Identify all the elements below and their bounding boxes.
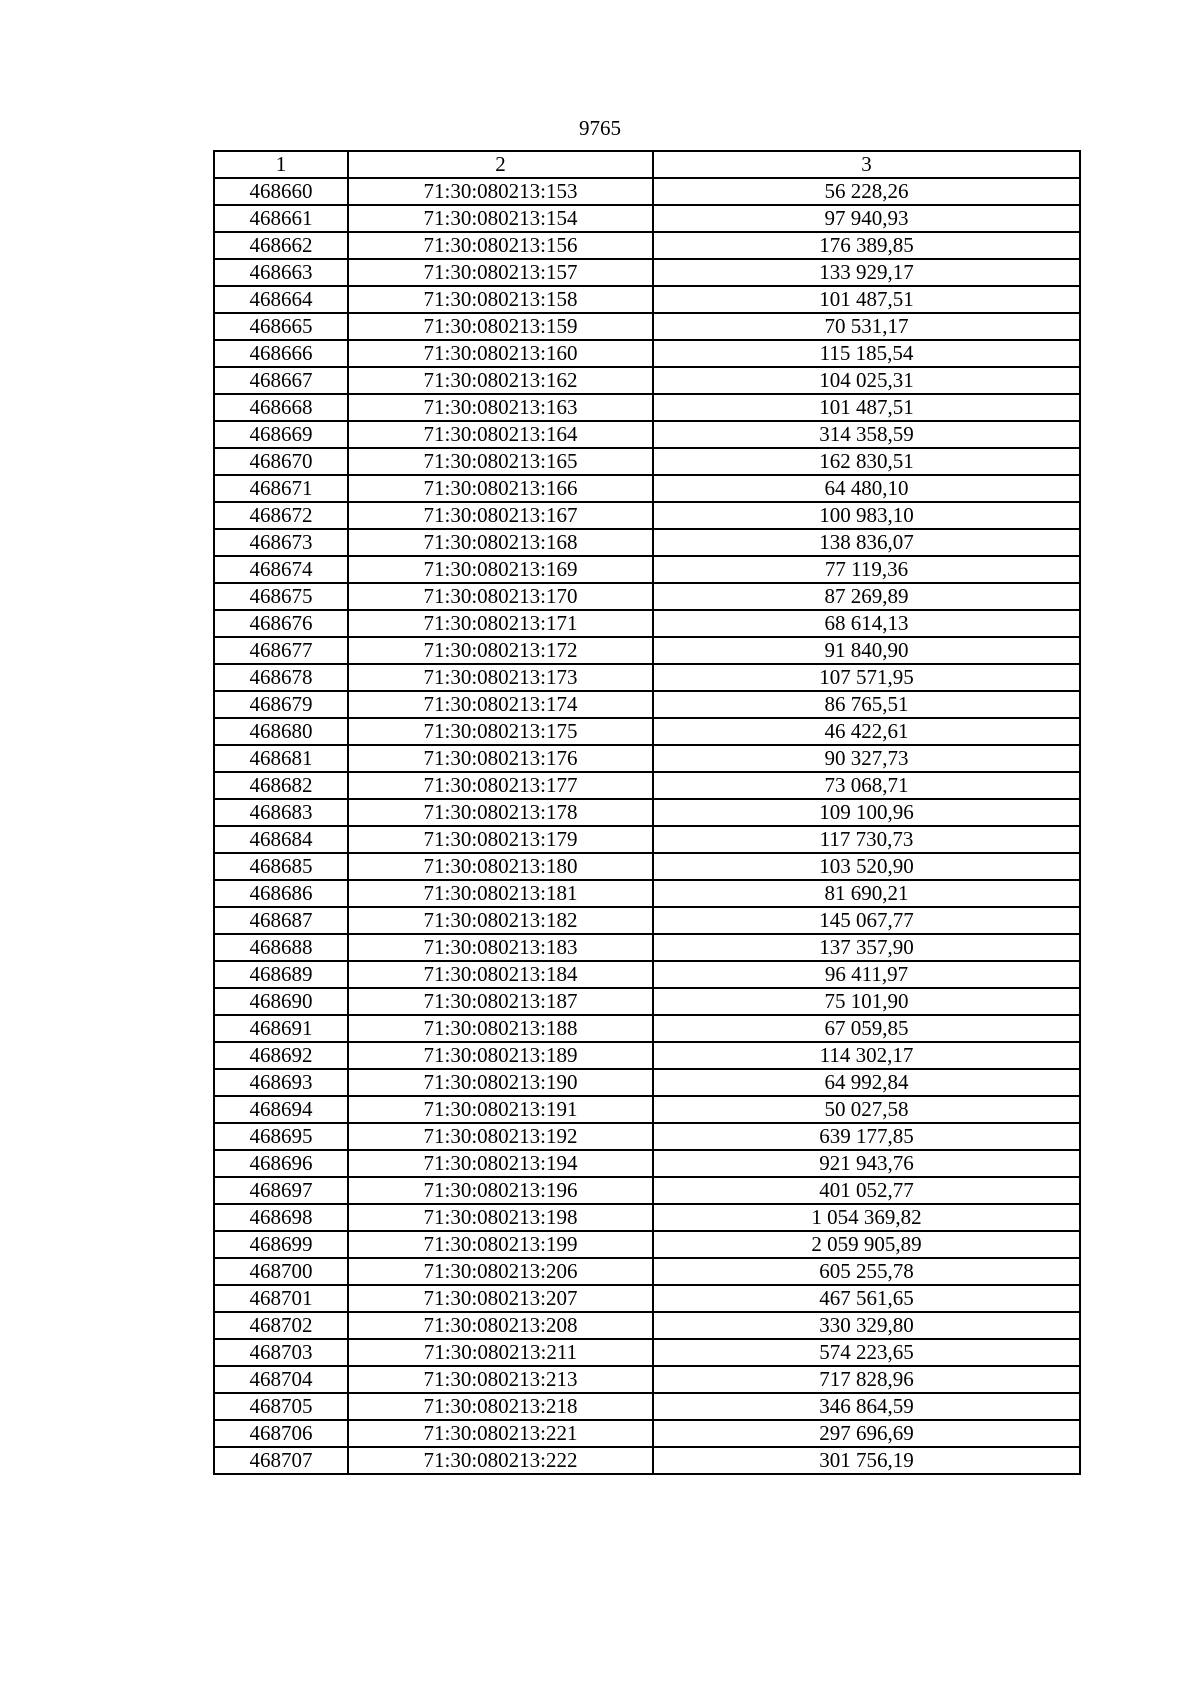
row-number-cell: 468669 — [214, 421, 348, 448]
value-cell: 64 992,84 — [653, 1069, 1080, 1096]
value-cell: 115 185,54 — [653, 340, 1080, 367]
row-number-cell: 468683 — [214, 799, 348, 826]
table-row — [214, 1258, 1080, 1285]
row-number-cell: 468687 — [214, 907, 348, 934]
row-number-cell: 468673 — [214, 529, 348, 556]
value-cell: 1 054 369,82 — [653, 1204, 1080, 1231]
value-cell: 64 480,10 — [653, 475, 1080, 502]
cadastral-number-cell: 71:30:080213:188 — [348, 1015, 653, 1042]
value-cell: 330 329,80 — [653, 1312, 1080, 1339]
cadastral-number-cell: 71:30:080213:183 — [348, 934, 653, 961]
row-number-cell: 468681 — [214, 745, 348, 772]
value-cell: 137 357,90 — [653, 934, 1080, 961]
cadastral-number-cell: 71:30:080213:221 — [348, 1420, 653, 1447]
table-row — [214, 1069, 1080, 1096]
value-cell: 100 983,10 — [653, 502, 1080, 529]
table-row — [214, 880, 1080, 907]
row-number-cell: 468702 — [214, 1312, 348, 1339]
cadastral-number-cell: 71:30:080213:160 — [348, 340, 653, 367]
value-cell: 301 756,19 — [653, 1447, 1080, 1474]
table-row — [214, 583, 1080, 610]
cadastral-number-cell: 71:30:080213:218 — [348, 1393, 653, 1420]
cadastral-number-cell: 71:30:080213:179 — [348, 826, 653, 853]
table-row — [214, 556, 1080, 583]
value-cell: 717 828,96 — [653, 1366, 1080, 1393]
cadastral-number-cell: 71:30:080213:222 — [348, 1447, 653, 1474]
table-row — [214, 259, 1080, 286]
table-row — [214, 448, 1080, 475]
cadastral-number-cell: 71:30:080213:159 — [348, 313, 653, 340]
column-header-3: 3 — [653, 151, 1080, 178]
cadastral-number-cell: 71:30:080213:192 — [348, 1123, 653, 1150]
column-header-2: 2 — [348, 151, 653, 178]
row-number-cell: 468707 — [214, 1447, 348, 1474]
table-row — [214, 1150, 1080, 1177]
value-cell: 103 520,90 — [653, 853, 1080, 880]
row-number-cell: 468691 — [214, 1015, 348, 1042]
table-row — [214, 1339, 1080, 1366]
row-number-cell: 468663 — [214, 259, 348, 286]
row-number-cell: 468706 — [214, 1420, 348, 1447]
row-number-cell: 468685 — [214, 853, 348, 880]
table-row — [214, 1042, 1080, 1069]
cadastral-number-cell: 71:30:080213:180 — [348, 853, 653, 880]
table-row — [214, 1285, 1080, 1312]
row-number-cell: 468672 — [214, 502, 348, 529]
cadastral-number-cell: 71:30:080213:181 — [348, 880, 653, 907]
cadastral-number-cell: 71:30:080213:170 — [348, 583, 653, 610]
table-row — [214, 205, 1080, 232]
cadastral-number-cell: 71:30:080213:189 — [348, 1042, 653, 1069]
cadastral-number-cell: 71:30:080213:164 — [348, 421, 653, 448]
value-cell: 2 059 905,89 — [653, 1231, 1080, 1258]
row-number-cell: 468692 — [214, 1042, 348, 1069]
table-row — [214, 934, 1080, 961]
row-number-cell: 468705 — [214, 1393, 348, 1420]
cadastral-number-cell: 71:30:080213:171 — [348, 610, 653, 637]
value-cell: 346 864,59 — [653, 1393, 1080, 1420]
value-cell: 101 487,51 — [653, 286, 1080, 313]
cadastral-number-cell: 71:30:080213:211 — [348, 1339, 653, 1366]
value-cell: 639 177,85 — [653, 1123, 1080, 1150]
value-cell: 162 830,51 — [653, 448, 1080, 475]
table-row — [214, 1123, 1080, 1150]
cadastral-number-cell: 71:30:080213:178 — [348, 799, 653, 826]
cadastral-number-cell: 71:30:080213:158 — [348, 286, 653, 313]
table-row — [214, 745, 1080, 772]
value-cell: 133 929,17 — [653, 259, 1080, 286]
table-row — [214, 664, 1080, 691]
row-number-cell: 468677 — [214, 637, 348, 664]
row-number-cell: 468679 — [214, 691, 348, 718]
cadastral-number-cell: 71:30:080213:213 — [348, 1366, 653, 1393]
value-cell: 50 027,58 — [653, 1096, 1080, 1123]
value-cell: 605 255,78 — [653, 1258, 1080, 1285]
cadastral-number-cell: 71:30:080213:169 — [348, 556, 653, 583]
cadastral-number-cell: 71:30:080213:194 — [348, 1150, 653, 1177]
value-cell: 96 411,97 — [653, 961, 1080, 988]
value-cell: 73 068,71 — [653, 772, 1080, 799]
row-number-cell: 468686 — [214, 880, 348, 907]
value-cell: 176 389,85 — [653, 232, 1080, 259]
table-row — [214, 313, 1080, 340]
value-cell: 104 025,31 — [653, 367, 1080, 394]
value-cell: 46 422,61 — [653, 718, 1080, 745]
value-cell: 75 101,90 — [653, 988, 1080, 1015]
cadastral-number-cell: 71:30:080213:196 — [348, 1177, 653, 1204]
table-row — [214, 178, 1080, 205]
column-header-1: 1 — [214, 151, 348, 178]
cadastral-number-cell: 71:30:080213:168 — [348, 529, 653, 556]
table-row — [214, 529, 1080, 556]
value-cell: 101 487,51 — [653, 394, 1080, 421]
value-cell: 86 765,51 — [653, 691, 1080, 718]
row-number-cell: 468662 — [214, 232, 348, 259]
table-row — [214, 1420, 1080, 1447]
cadastral-number-cell: 71:30:080213:156 — [348, 232, 653, 259]
row-number-cell: 468674 — [214, 556, 348, 583]
cadastral-number-cell: 71:30:080213:190 — [348, 1069, 653, 1096]
row-number-cell: 468684 — [214, 826, 348, 853]
cadastral-number-cell: 71:30:080213:153 — [348, 178, 653, 205]
row-number-cell: 468690 — [214, 988, 348, 1015]
row-number-cell: 468689 — [214, 961, 348, 988]
row-number-cell: 468699 — [214, 1231, 348, 1258]
header-row — [214, 151, 1080, 178]
cadastral-number-cell: 71:30:080213:166 — [348, 475, 653, 502]
row-number-cell: 468694 — [214, 1096, 348, 1123]
value-cell: 70 531,17 — [653, 313, 1080, 340]
row-number-cell: 468665 — [214, 313, 348, 340]
data-table — [213, 150, 1081, 1475]
row-number-cell: 468668 — [214, 394, 348, 421]
table-row — [214, 1177, 1080, 1204]
cadastral-number-cell: 71:30:080213:175 — [348, 718, 653, 745]
table-header — [214, 151, 1080, 178]
cadastral-number-cell: 71:30:080213:154 — [348, 205, 653, 232]
row-number-cell: 468675 — [214, 583, 348, 610]
table-row — [214, 394, 1080, 421]
row-number-cell: 468703 — [214, 1339, 348, 1366]
value-cell: 109 100,96 — [653, 799, 1080, 826]
table-row — [214, 1204, 1080, 1231]
row-number-cell: 468671 — [214, 475, 348, 502]
row-number-cell: 468688 — [214, 934, 348, 961]
value-cell: 138 836,07 — [653, 529, 1080, 556]
row-number-cell: 468667 — [214, 367, 348, 394]
value-cell: 467 561,65 — [653, 1285, 1080, 1312]
row-number-cell: 468660 — [214, 178, 348, 205]
table-row — [214, 340, 1080, 367]
value-cell: 77 119,36 — [653, 556, 1080, 583]
table-row — [214, 1312, 1080, 1339]
cadastral-number-cell: 71:30:080213:162 — [348, 367, 653, 394]
cadastral-number-cell: 71:30:080213:176 — [348, 745, 653, 772]
cadastral-number-cell: 71:30:080213:207 — [348, 1285, 653, 1312]
row-number-cell: 468661 — [214, 205, 348, 232]
value-cell: 81 690,21 — [653, 880, 1080, 907]
row-number-cell: 468680 — [214, 718, 348, 745]
value-cell: 87 269,89 — [653, 583, 1080, 610]
table-row — [214, 475, 1080, 502]
table-row — [214, 610, 1080, 637]
cadastral-number-cell: 71:30:080213:199 — [348, 1231, 653, 1258]
cadastral-number-cell: 71:30:080213:182 — [348, 907, 653, 934]
value-cell: 921 943,76 — [653, 1150, 1080, 1177]
cadastral-number-cell: 71:30:080213:163 — [348, 394, 653, 421]
table-row — [214, 502, 1080, 529]
cadastral-number-cell: 71:30:080213:173 — [348, 664, 653, 691]
row-number-cell: 468670 — [214, 448, 348, 475]
table-row — [214, 799, 1080, 826]
cadastral-number-cell: 71:30:080213:208 — [348, 1312, 653, 1339]
cadastral-number-cell: 71:30:080213:174 — [348, 691, 653, 718]
table-row — [214, 718, 1080, 745]
table-row — [214, 1447, 1080, 1474]
value-cell: 117 730,73 — [653, 826, 1080, 853]
table-row — [214, 988, 1080, 1015]
row-number-cell: 468704 — [214, 1366, 348, 1393]
cadastral-number-cell: 71:30:080213:177 — [348, 772, 653, 799]
row-number-cell: 468682 — [214, 772, 348, 799]
value-cell: 297 696,69 — [653, 1420, 1080, 1447]
value-cell: 91 840,90 — [653, 637, 1080, 664]
cadastral-number-cell: 71:30:080213:206 — [348, 1258, 653, 1285]
value-cell: 67 059,85 — [653, 1015, 1080, 1042]
row-number-cell: 468697 — [214, 1177, 348, 1204]
row-number-cell: 468693 — [214, 1069, 348, 1096]
row-number-cell: 468701 — [214, 1285, 348, 1312]
table-row — [214, 826, 1080, 853]
row-number-cell: 468676 — [214, 610, 348, 637]
row-number-cell: 468695 — [214, 1123, 348, 1150]
row-number-cell: 468700 — [214, 1258, 348, 1285]
cadastral-number-cell: 71:30:080213:157 — [348, 259, 653, 286]
table-row — [214, 286, 1080, 313]
table-row — [214, 232, 1080, 259]
table-row — [214, 1096, 1080, 1123]
table-row — [214, 961, 1080, 988]
table-row — [214, 637, 1080, 664]
table-row — [214, 1231, 1080, 1258]
table-row — [214, 772, 1080, 799]
table-row — [214, 421, 1080, 448]
table-row — [214, 1366, 1080, 1393]
table-row — [214, 691, 1080, 718]
cadastral-number-cell: 71:30:080213:165 — [348, 448, 653, 475]
table-row — [214, 1393, 1080, 1420]
row-number-cell: 468696 — [214, 1150, 348, 1177]
row-number-cell: 468678 — [214, 664, 348, 691]
row-number-cell: 468698 — [214, 1204, 348, 1231]
cadastral-number-cell: 71:30:080213:187 — [348, 988, 653, 1015]
table-row — [214, 907, 1080, 934]
cadastral-number-cell: 71:30:080213:191 — [348, 1096, 653, 1123]
value-cell: 56 228,26 — [653, 178, 1080, 205]
row-number-cell: 468666 — [214, 340, 348, 367]
page-number: 9765 — [579, 116, 621, 140]
value-cell: 145 067,77 — [653, 907, 1080, 934]
value-cell: 401 052,77 — [653, 1177, 1080, 1204]
value-cell: 68 614,13 — [653, 610, 1080, 637]
table-row — [214, 1015, 1080, 1042]
value-cell: 97 940,93 — [653, 205, 1080, 232]
table-row — [214, 853, 1080, 880]
table-row — [214, 367, 1080, 394]
value-cell: 574 223,65 — [653, 1339, 1080, 1366]
row-number-cell: 468664 — [214, 286, 348, 313]
cadastral-number-cell: 71:30:080213:198 — [348, 1204, 653, 1231]
cadastral-number-cell: 71:30:080213:167 — [348, 502, 653, 529]
cadastral-number-cell: 71:30:080213:172 — [348, 637, 653, 664]
cadastral-number-cell: 71:30:080213:184 — [348, 961, 653, 988]
value-cell: 90 327,73 — [653, 745, 1080, 772]
value-cell: 314 358,59 — [653, 421, 1080, 448]
value-cell: 114 302,17 — [653, 1042, 1080, 1069]
table-body — [214, 178, 1080, 1474]
value-cell: 107 571,95 — [653, 664, 1080, 691]
